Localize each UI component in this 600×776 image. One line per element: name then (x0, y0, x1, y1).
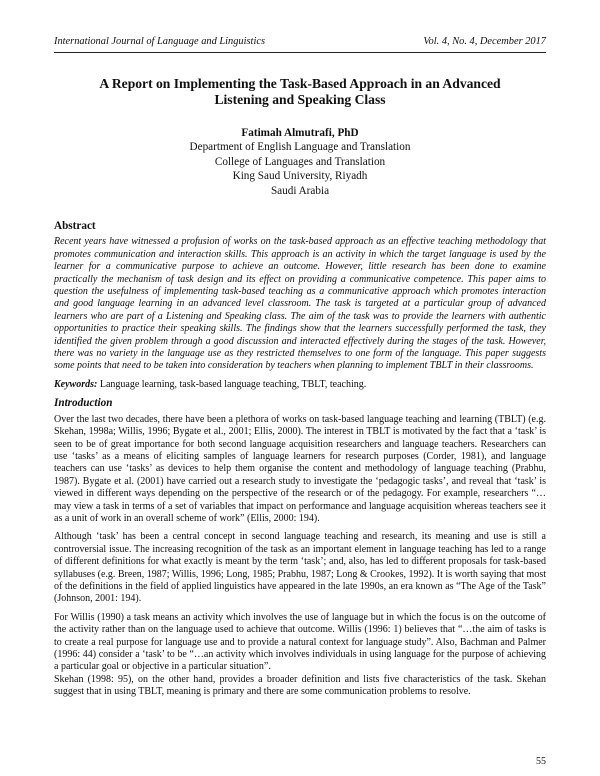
keywords (54, 379, 546, 391)
keywords-text: Language learning, task-based language teaching, TBLT, teaching. (99, 378, 367, 390)
author-block (54, 126, 546, 198)
affiliation-line: Saudi Arabia (270, 184, 330, 197)
affiliation-line: Department of English Language and Translation (189, 141, 411, 154)
introduction-heading: Introduction (54, 397, 113, 410)
abstract-heading: Abstract (54, 220, 96, 232)
title-line-2: Listening and Speaking Class (214, 92, 386, 107)
abstract-text: Recent years have witnessed a profusion of works on the task-based approach as an effective teaching methodology that promotes communication and interaction skills. This approach is an activity in which the target language is used by the learner for a communicative purpose to achieve an outcome. However, little research has been done to examine practically the mechanism of task design and its effect on providing a communicative competence. This paper aims to question the usefulness of implementing task-based teaching as a communicative approach which promotes interaction and good language learning in an advanced level classroom. The task is targeted at a particular group of advanced learners who are part of a Listening and Speaking class. The aim of the task was to provide the learners with authentic opportunities to practice their speaking skills. The findings show that the learners successfully performed the task, they identified the given problem through a good discussion and interacted effectively during the stages of the task. However, there was no variety in the language use as they restricted themselves to one form of the language. This paper suggests some points that need to be taken into consideration by teachers when planning to implement TBLT in their classrooms. (54, 236, 546, 372)
page-number: 55 (536, 756, 546, 767)
intro-paragraph: Although ‘task’ has been a central concept in second language teaching and research, its meaning and use is still a controversial issue. The increasing recognition of the task as an important element in language teaching has led to a range of different definitions for what exactly is meant by the term ‘task’; and, also, has led to different proposals for task-based syllabuses (e.g. Breen, 1987; Willis, 1996; Long, 1985; Prabhu, 1987; Long & Crookes, 1992). It is worth saying that most of the definitions in the field of applied linguistics have appeared in the late 1990s, an era known as “The Age of the Task” (Johnson, 2001: 194). (54, 531, 546, 605)
header-divider (54, 52, 546, 53)
intro-paragraph: Over the last two decades, there have been a plethora of works on task-based language teaching and learning (TBLT) (e.g. Skehan, 1998a; Willis, 1996; Bygate et al., 2001; Ellis, 2000). The interest in TBLT is motivated by the fact that a ‘task’ is seen to be of great importance for both second language acquisition researchers and language teachers. Researchers can use ‘tasks’ as a means of eliciting samples of language learners for research purposes (Corder, 1981), and language teachers can use ‘tasks’ as devices to help them organise the content and methodology of language teaching (Prabhu, 1987). Bygate et al. (2001) have carried out a research study to investigate the ‘pedagogic tasks’, and reveal that ‘task’ is viewed in different ways depending on the perspective of the research or of the pedagogy. For example, researchers “…may view a task in terms of a set of variables that impact on performance and language acquisition whereas teachers see it as a unit of work in an overall scheme of work” (Ellis, 2000: 194). (54, 413, 546, 524)
author-name: Fatimah Almutrafi, PhD (241, 127, 359, 139)
running-header (54, 36, 546, 50)
intro-paragraph: Skehan (1998: 95), on the other hand, provides a broader definition and lists five characteristics of the task. Skehan suggest that in using TBLT, meaning is primary and there are some communication problems to resolve. (54, 673, 546, 698)
journal-name: International Journal of Language and Linguistics (54, 36, 265, 47)
keywords-label: Keywords: (54, 378, 98, 390)
affiliation-line: King Saud University, Riyadh (232, 170, 368, 183)
affiliation-line: College of Languages and Translation (214, 155, 386, 168)
paper-body (54, 220, 546, 705)
title-line-1: A Report on Implementing the Task-Based Approach in an Advanced (99, 76, 501, 91)
intro-paragraph: For Willis (1990) a task means an activity which involves the use of language but in which the focus is on the outcome of the activity rather than on the language used to achieve that outcome. Willis (1996: 1) believes that “…the aim of tasks is to create a real purpose for language use and to provide a natural context for language study”. Also, Bachman and Palmer (1996: 44) consider a ‘task’ to be “…an activity which involves individuals in using language for the purpose of achieving a particular goal or objective in a particular situation”. (54, 611, 546, 673)
paper-title (54, 76, 546, 108)
issue-info: Vol. 4, No. 4, December 2017 (423, 36, 546, 47)
